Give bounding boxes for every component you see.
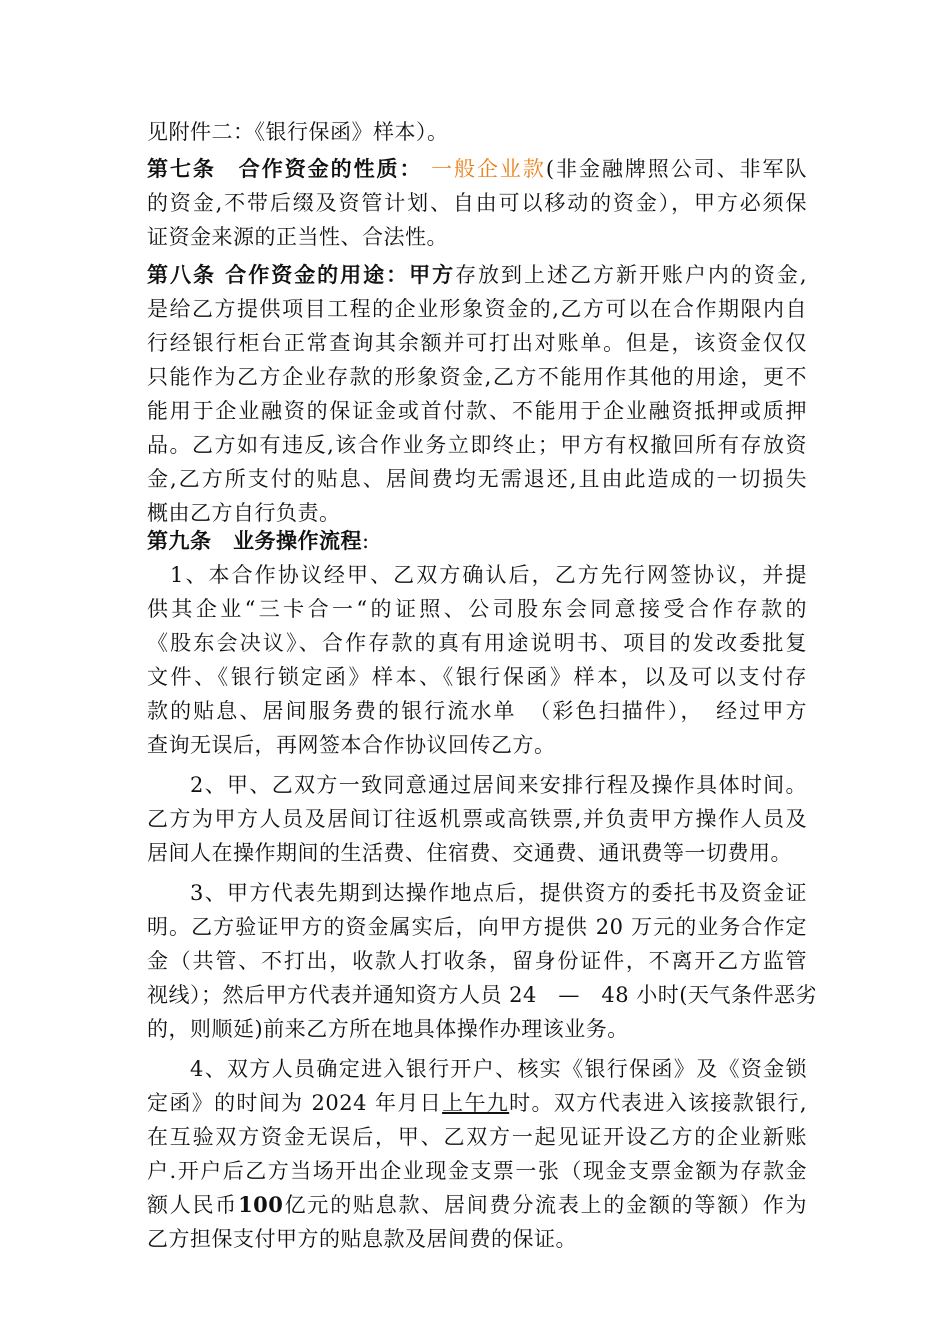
article-8-line-5: 能用于企业融资的保证金或首付款、不能用于企业融资抵押或质押 [147, 399, 807, 423]
article-9-item-4-line-4: 户.开户后乙方当场开出企业现金支票一张（现金支票金额为存款金 [147, 1159, 807, 1183]
article-8-heading: 第八条 合作资金的用途：甲方 [147, 262, 456, 287]
article-9-item-2-line-3: 居间人在操作期间的生活费、住宿费、交通费、通讯费等一切费用。 [147, 841, 792, 865]
article-9-item-3-line-1: 3、甲方代表先期到达操作地点后，提供资方的委托书及资金证 [190, 881, 807, 905]
amount-100: 100 [238, 1192, 284, 1217]
article-8-line-6: 品。乙方如有违反,该合作业务立即终止；甲方有权撤回所有存放资 [147, 433, 807, 457]
article-8-line-1: 第八条 合作资金的用途：甲方存放到上述乙方新开账户内的资金, [147, 262, 807, 287]
article-9-heading-line: 第九条 业务操作流程: [147, 528, 370, 553]
article-7-heading: 第七条 合作资金的性质： [147, 156, 423, 181]
article-9-item-2-line-2: 乙方为甲方人员及居间订往返机票或高铁票,并负责甲方操作人员及 [147, 807, 807, 831]
article-9-item-1-line-4: 文件、《银行锁定函》样本、《银行保函》样本，以及可以支付存 [147, 665, 807, 689]
highlight-general: 一般 [431, 157, 477, 181]
article-8-line-8: 概由乙方自行负责。 [147, 501, 341, 525]
article-8-line-2: 是给乙方提供项目工程的企业形象资金的,乙方可以在合作期限内自 [147, 297, 807, 321]
article-9-item-1-line-6: 查询无误后，再网签本合作协议回传乙方。 [147, 733, 556, 757]
article-9-item-4-line-6: 乙方担保支付甲方的贴息款及居间费的保证。 [147, 1227, 577, 1251]
article-9-item-1-line-1: 1、本合作协议经甲、乙双方确认后，乙方先行网签协议，并提 [170, 563, 807, 587]
article-9-item-1-line-2: 供其企业“三卡合一“的证照、公司股东会同意接受合作存款的 [147, 597, 807, 621]
article-7-line-1: 第七条 合作资金的性质： 一般企业款(非金融牌照公司、非军队 [147, 156, 808, 181]
article-8-line-3: 行经银行柜台正常查询其余额并可打出对账单。但是，该资金仅仅 [147, 331, 807, 355]
article-7-line-2: 的资金,不带后缀及资管计划、自由可以移动的资金），甲方必须保 [147, 191, 807, 215]
article-9-item-4-line-3: 在互验双方资金无误后，甲、乙双方一起见证开设乙方的企业新账 [147, 1125, 807, 1149]
highlight-enterprise-funds: 企业款 [476, 157, 546, 181]
article-8-line-4: 只能作为乙方企业存款的形象资金,乙方不能用作其他的用途，更不 [147, 365, 807, 389]
underlined-time: 上午九 [442, 1091, 510, 1115]
article-8-line-7: 金,乙方所支付的贴息、居间费均无需退还,且由此造成的一切损失 [147, 467, 807, 491]
article-9-heading: 第九条 业务操作流程 [147, 528, 362, 553]
article-9-item-2-line-1: 2、甲、乙双方一致同意通过居间来安排行程及操作具体时间。 [190, 773, 807, 797]
article-9-item-3-line-3: 金（共管、不打出，收款人打收条，留身份证件，不离开乙方监管 [147, 949, 807, 973]
article-9-item-4-line-5: 额人民币100亿元的贴息款、居间费分流表上的金额的等额）作为 [147, 1192, 808, 1217]
article-9-item-4-line-2: 定函》的时间为 2024 年月日上午九时。双方代表进入该接款银行, [147, 1091, 807, 1115]
article-9-item-3-line-5: 的，则顺延)前来乙方所在地具体操作办理该业务。 [147, 1017, 629, 1041]
article-9-item-1-line-5: 款的贴息、居间服务费的银行流水单 （彩色扫描件）， 经过甲方 [147, 699, 807, 723]
article-9-item-1-line-3: 《股东会决议》、合作存款的真有用途说明书、项目的发改委批复 [147, 631, 807, 655]
article-9-item-4-line-1: 4、双方人员确定进入银行开户、核实《银行保函》及《资金锁 [190, 1057, 807, 1081]
annex-reference-line: 见附件二：《银行保函》样本）。 [147, 120, 449, 144]
article-9-item-3-line-2: 明。乙方验证甲方的资金属实后，向甲方提供 20 万元的业务合作定 [147, 915, 807, 939]
article-7-line-3: 证资金来源的正当性、合法性。 [147, 225, 448, 249]
article-9-item-3-line-4: 视线）；然后甲方代表并通知资方人员 24 — 48 小时(天气条件恶劣 [147, 983, 817, 1007]
